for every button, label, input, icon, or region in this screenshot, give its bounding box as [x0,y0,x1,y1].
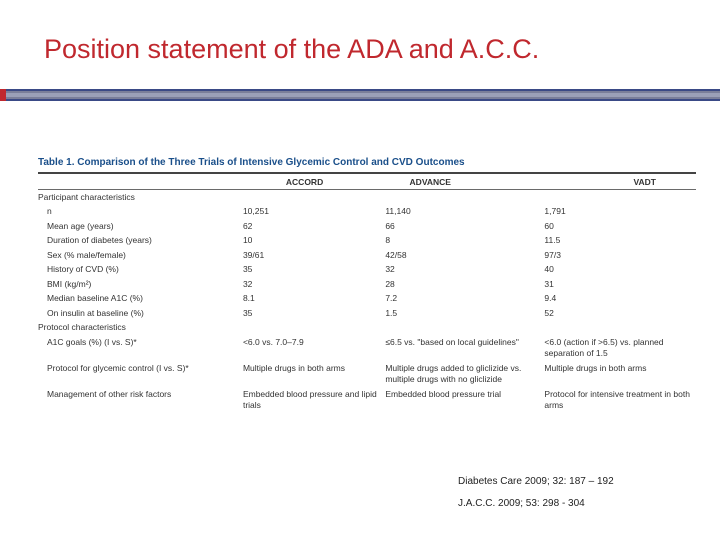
cell-advance: 42/58 [385,249,407,260]
section-heading: Protocol characteristics [38,322,126,332]
table-row [38,361,696,387]
cell-advance: 8 [385,235,391,245]
cell-advance: Multiple drugs added to gliclizide vs. multiple drugs with no gliclizide [385,362,522,384]
table-row [38,248,696,263]
cell-vadt: 11.5 [544,235,561,245]
row-label: n [47,206,52,216]
trials-table [38,174,696,189]
cell-accord: <6.0 vs. 7.0–7.9 [242,336,304,347]
header-advance: ADVANCE [409,177,451,187]
table-row [38,263,696,278]
cell-advance: 66 [385,220,395,231]
table-row [38,205,696,220]
table-row [38,277,696,292]
cell-accord: 10 [242,235,253,245]
slide-title: Position statement of the ADA and A.C.C. [44,34,540,64]
cell-advance: 11,140 [385,206,411,216]
cell-vadt: 1,791 [544,206,566,216]
cell-accord: Embedded blood pressure and lipid trials [242,388,377,410]
cell-accord: 35 [242,307,253,318]
table-row [38,234,696,249]
cell-advance: 1.5 [385,307,398,318]
table-row [38,292,696,307]
cell-vadt: Protocol for intensive treatment in both arms [544,388,690,410]
cell-vadt: 9.4 [544,293,557,303]
section-row [38,321,696,336]
trials-table-body [38,190,696,413]
cell-vadt: 31 [544,278,554,289]
table-row [38,387,696,413]
row-label: Duration of diabetes (years) [47,235,152,245]
cell-advance: 28 [385,278,395,289]
table-row [38,335,696,361]
row-label: Protocol for glycemic control (I vs. S)* [47,362,189,373]
table-number: Table 1. [38,157,75,168]
section-heading: Participant characteristics [38,191,135,202]
title-divider-accent [0,89,6,101]
row-label: Sex (% male/female) [47,249,126,260]
row-label: Mean age (years) [47,220,114,231]
cell-vadt: 97/3 [544,249,561,260]
cell-accord: 35 [242,264,253,274]
header-accord: ACCORD [285,177,324,187]
header-vadt: VADT [633,177,656,187]
cell-advance: 32 [385,264,395,274]
cell-advance: Embedded blood pressure trial [385,388,502,399]
row-label: History of CVD (%) [47,264,119,274]
cell-vadt: 52 [544,307,554,318]
comparison-table [38,157,696,413]
cell-vadt: 60 [544,220,554,231]
header-blank [38,174,245,189]
table-caption: Comparison of the Three Trials of Intensive Glycemic Control and CVD Outcomes [77,157,465,168]
cell-vadt: Multiple drugs in both arms [544,362,647,373]
cell-accord: 62 [242,220,253,231]
citation-diabetes-care: Diabetes Care 2009; 32: 187 – 192 [458,476,614,487]
title-divider [0,89,720,101]
cell-vadt: <6.0 (action if >6.5) vs. planned separation of 1.5 [544,336,664,358]
row-label: Management of other risk factors [47,388,172,399]
table-title [38,157,696,168]
cell-accord: 8.1 [242,293,255,303]
cell-accord: 10,251 [242,206,269,216]
cell-accord: 32 [242,278,253,289]
row-label: Median baseline A1C (%) [47,293,143,303]
row-label: A1C goals (%) (I vs. S)* [47,336,137,347]
cell-advance: ≤6.5 vs. "based on local guidelines" [385,336,519,347]
cell-advance: 7.2 [385,293,398,303]
table-row [38,306,696,321]
citation-jacc: J.A.C.C. 2009; 53: 298 - 304 [458,498,585,509]
table-row [38,219,696,234]
row-label: On insulin at baseline (%) [47,307,144,318]
section-row [38,190,696,205]
table-header-row [38,174,696,189]
cell-accord: 39/61 [242,249,265,260]
cell-accord: Multiple drugs in both arms [242,362,345,373]
row-label: BMI (kg/m²) [47,278,92,289]
cell-vadt: 40 [544,264,554,274]
